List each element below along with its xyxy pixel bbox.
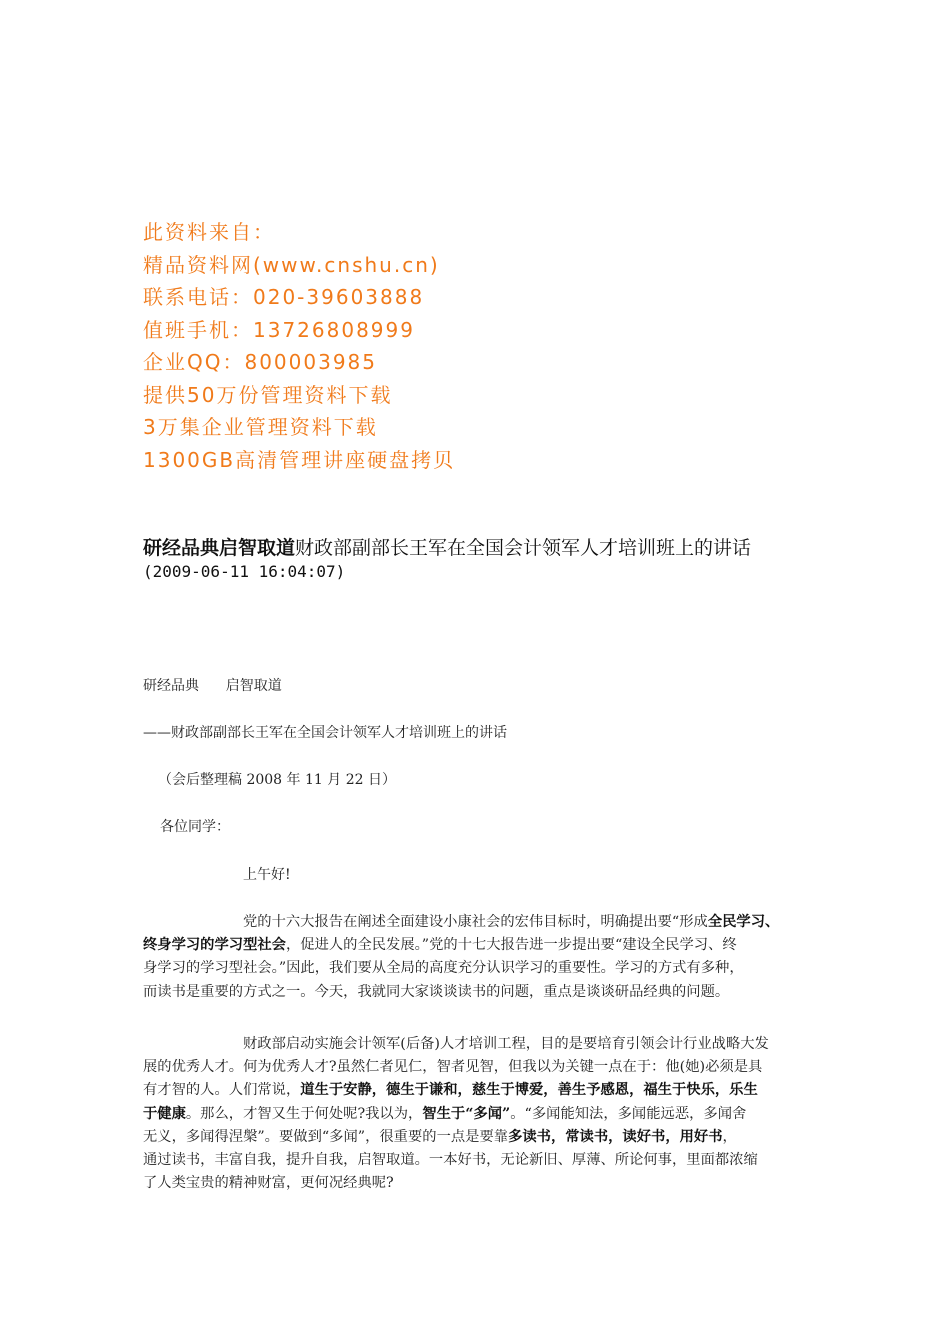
ad-line: 1300GB高清管理讲座硬盘拷贝 <box>143 447 456 472</box>
para-line: 展的优秀人才。何为优秀人才?虽然仁者见仁，智者见智，但我以为关键一点在于：他(她)必须是具 <box>143 1059 763 1076</box>
para-line: 无义，多闻得涅槃”。要做到“多闻”，很重要的一点是要靠多读书，常读书，读好书，用好书， <box>143 1128 737 1145</box>
paragraph-1 <box>143 911 823 1004</box>
salutation: 各位同学： <box>160 819 230 835</box>
ad-line: 提供50万份管理资料下载 <box>143 382 393 407</box>
para-line: 身学习的学习型社会。”因此，我们要从全局的高度充分认识学习的重要性。学习的方式有多种， <box>143 960 744 977</box>
title-bold: 研经品典启智取道 <box>143 537 296 559</box>
para-line: 终身学习的学习型社会，促进人的全民发展。”党的十七大报告进一步提出要“建设全民学习、终 <box>143 937 737 954</box>
para-line: 有才智的人。人们常说，道生于安静，德生于谦和，慈生于博爱，善生予感恩，福生于快乐，乐生 <box>143 1082 758 1099</box>
title-rest: 财政部副部长王军在全国会计领军人才培训班上的讲话 <box>295 537 752 559</box>
ad-line: 值班手机：13726808999 <box>143 317 415 342</box>
article-date: (2009-06-11 16:04:07) <box>143 562 346 581</box>
ad-line: 企业QQ：800003985 <box>143 350 378 374</box>
greeting: 上午好! <box>243 867 291 883</box>
heading-subtitle: ——财政部副部长王军在全国会计领军人才培训班上的讲话 <box>143 725 507 741</box>
article-title <box>143 536 751 584</box>
paragraph-2 <box>143 1033 823 1195</box>
ad-line: 3万集企业管理资料下载 <box>143 415 378 439</box>
heading-main: 研经品典 启智取道 <box>143 678 282 694</box>
para-line: 于健康。那么，才智又生于何处呢?我以为，智生于“多闻”。“多闻能知法，多闻能远恶，多闻舍 <box>143 1105 747 1122</box>
note-date: （会后整理稿 2008 年 11 月 22 日） <box>158 772 396 788</box>
para-line: 党的十六大报告在阐述全面建设小康社会的宏伟目标时，明确提出要“形成全民学习、 <box>243 914 780 930</box>
para-line: 而读书是重要的方式之一。今天，我就同大家谈谈读书的问题，重点是谈谈研品经典的问题。 <box>143 983 730 1000</box>
para-line: 了人类宝贵的精神财富，更何况经典呢? <box>143 1175 394 1192</box>
para-line: 通过读书，丰富自我，提升自我，启智取道。一本好书，无论新旧、厚薄、所论何事，里面都浓缩 <box>143 1152 758 1169</box>
ad-line: 此资料来自： <box>143 220 275 244</box>
para-line: 财政部启动实施会计领军(后备)人才培训工程，目的是要培育引领会计行业战略大发 <box>243 1036 769 1052</box>
ad-line: 联系电话：020-39603888 <box>143 285 425 309</box>
ad-line: 精品资料网(www.cnshu.cn) <box>143 252 440 277</box>
source-ad-block <box>143 216 455 476</box>
